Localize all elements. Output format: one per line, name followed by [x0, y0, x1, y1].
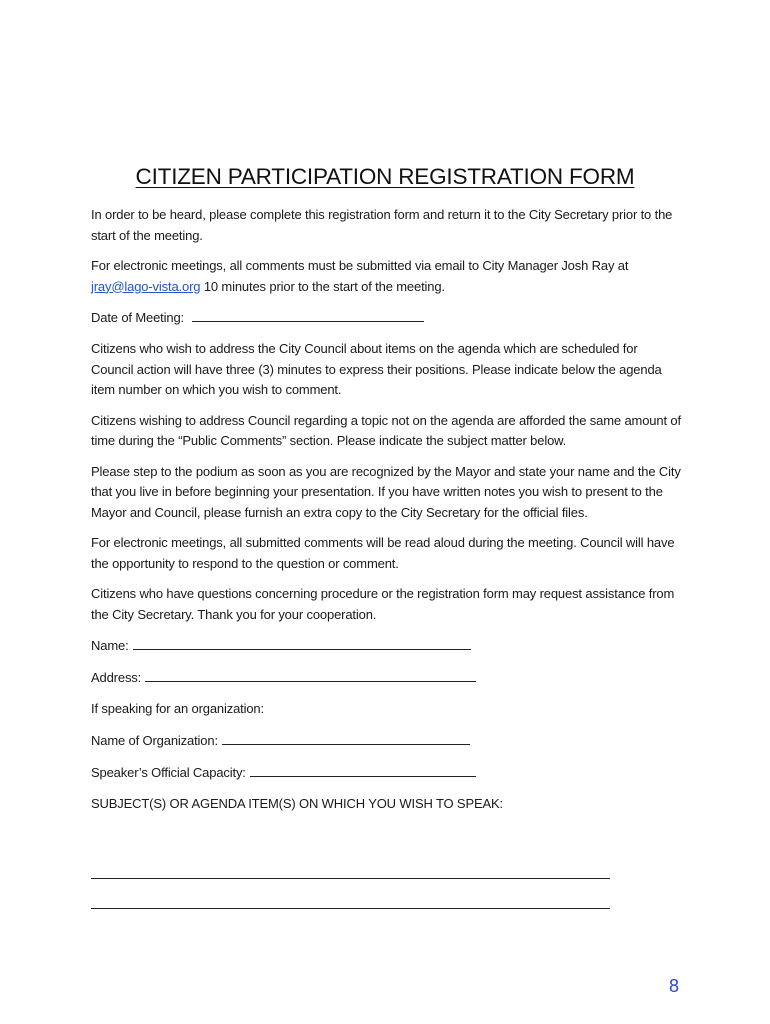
page-title: CITIZEN PARTICIPATION REGISTRATION FORM	[135, 164, 635, 189]
official-capacity-blank[interactable]	[250, 762, 476, 777]
name-label: Name:	[91, 638, 129, 653]
podium-paragraph: Please step to the podium as soon as you are recognized by the Mayor and state your name and the City that you live in before beginning your presentation. If you have written notes you wish to present to the Mayor and Council, please furnish an extra copy to the City Secretary for the official files.	[91, 463, 681, 520]
name-blank[interactable]	[133, 635, 471, 650]
not-on-agenda-paragraph: Citizens wishing to address Council regarding a topic not on the agenda are afforded the same amount of time during the “Public Comments” section. Please indicate the subject matter below.	[91, 412, 681, 448]
agenda-items-paragraph: Citizens who wish to address the City Council about items on the agenda which are scheduled for Council action will have three (3) minutes to express their positions. Please indicate below the agenda item number on which you wish to comment.	[91, 341, 662, 397]
address-field	[91, 667, 681, 689]
email-link[interactable]: jray@lago-vista.org	[91, 278, 201, 294]
date-of-meeting-blank[interactable]	[192, 307, 424, 322]
official-capacity-field	[91, 762, 681, 784]
name-field	[91, 635, 681, 657]
date-of-meeting-field	[91, 307, 681, 329]
subjects-label: SUBJECT(S) OR AGENDA ITEM(S) ON WHICH YOU WISH TO SPEAK:	[91, 796, 503, 811]
read-aloud-paragraph: For electronic meetings, all submitted comments will be read aloud during the meeting. Council will have the opportunity to respond to the question or comment.	[91, 535, 675, 571]
date-of-meeting-label: Date of Meeting:	[91, 310, 184, 325]
subjects-blank-line-2[interactable]	[91, 908, 610, 909]
address-blank[interactable]	[145, 667, 476, 682]
address-label: Address:	[91, 670, 142, 685]
organization-name-field	[91, 730, 681, 752]
subjects-blank-line-1[interactable]	[91, 878, 610, 879]
electronic-submission-text: For electronic meetings, all comments must be submitted via email to City Manager Josh Ray at	[91, 258, 629, 273]
questions-paragraph: Citizens who have questions concerning procedure or the registration form may request assistance from the City Secretary. Thank you for your cooperation.	[91, 586, 675, 622]
form-body	[91, 205, 681, 825]
organization-intro: If speaking for an organization:	[91, 701, 264, 716]
organization-name-label: Name of Organization:	[91, 733, 218, 748]
electronic-submission-deadline: 10 minutes prior to the start of the meeting.	[203, 278, 445, 294]
electronic-submission-paragraph	[91, 256, 681, 297]
intro-paragraph: In order to be heard, please complete this registration form and return it to the City Secretary prior to the start of the meeting.	[91, 207, 673, 243]
organization-name-blank[interactable]	[222, 730, 470, 745]
official-capacity-label: Speaker’s Official Capacity:	[91, 765, 246, 780]
page-number: 8	[669, 976, 680, 996]
